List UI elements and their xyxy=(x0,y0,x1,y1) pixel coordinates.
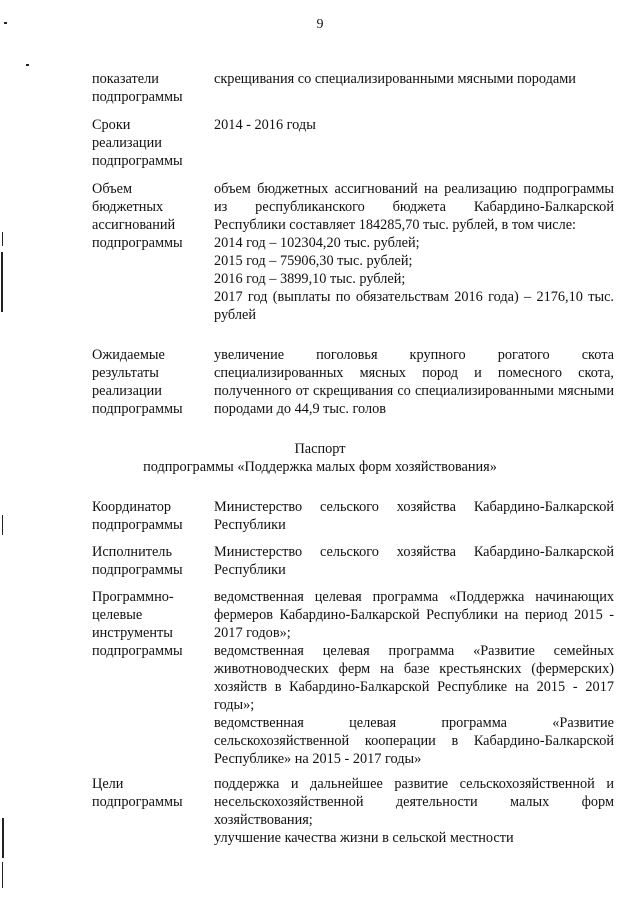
row-content: поддержка и дальнейшее развитие сельскохозяйственной и несельскохозяйственной деятельности малых форм хозяйствования; улучшение качества жизни в сельской местности xyxy=(214,776,614,846)
row-content: увеличение поголовья крупного рогатого скота специализированных мясных пород и помесного скота, полученного от скрещивания со специализированными мясными породами до 44,9 тыс. голов xyxy=(214,347,614,417)
row-content: 2014 - 2016 годы xyxy=(214,117,316,133)
scan-edge-line-5 xyxy=(2,862,3,888)
row-label: Координатор подпрограммы xyxy=(92,499,183,533)
scan-edge-line-2 xyxy=(1,252,3,312)
scan-edge-line-1 xyxy=(2,232,3,246)
row-content: Министерство сельского хозяйства Кабардино-Балкарской Республики xyxy=(214,544,614,578)
passport-title: Паспорт xyxy=(294,441,346,457)
row-label: Исполнитель подпрограммы xyxy=(92,544,183,578)
scan-mark-1 xyxy=(4,22,7,24)
row-content: скрещивания со специализированными мясными породами xyxy=(214,71,576,87)
row-label: Программно- целевые инструменты подпрограммы xyxy=(92,589,183,659)
row-label: Объем бюджетных ассигнований подпрограммы xyxy=(92,181,183,251)
row-label: Сроки реализации подпрограммы xyxy=(92,117,183,169)
row-label: показатели подпрограммы xyxy=(92,71,183,105)
scan-mark-2 xyxy=(26,64,29,66)
page-number: 9 xyxy=(316,17,324,32)
row-label: Цели подпрограммы xyxy=(92,776,183,810)
row-content: объем бюджетных ассигнований на реализацию подпрограммы из республиканского бюджета Кабардино-Балкарской Республики составляет 184285,70 тыс. рублей, в том числе: 2014 год – 102304,20 тыс. рублей; 2015 год – 75906,30 тыс. рублей; 2016 год – 3899,10 тыс. рублей; 2017 год (выплаты по обязательствам 2016 года) – 2176,10 тыс. рублей xyxy=(214,181,614,323)
scan-edge-line-4 xyxy=(2,818,4,858)
scan-edge-line-3 xyxy=(2,515,3,535)
row-content: ведомственная целевая программа «Поддержка начинающих фермеров Кабардино-Балкарской Республики на период 2015 - 2017 годов»; ведомственная целевая программа «Развитие семейных животноводческих ферм на базе крестьянских (фермерских) хозяйств в Кабардино-Балкарской Республике на 2015 - 2017 годы»; ведомственная целевая программа «Развитие сельскохозяйственной кооперации в Кабардино-Балкарской Республике» на 2015 - 2017 годы» xyxy=(214,589,614,767)
row-label: Ожидаемые результаты реализации подпрограммы xyxy=(92,347,183,417)
passport-subtitle: подпрограммы «Поддержка малых форм хозяйствования» xyxy=(143,459,497,475)
row-content: Министерство сельского хозяйства Кабардино-Балкарской Республики xyxy=(214,499,614,533)
